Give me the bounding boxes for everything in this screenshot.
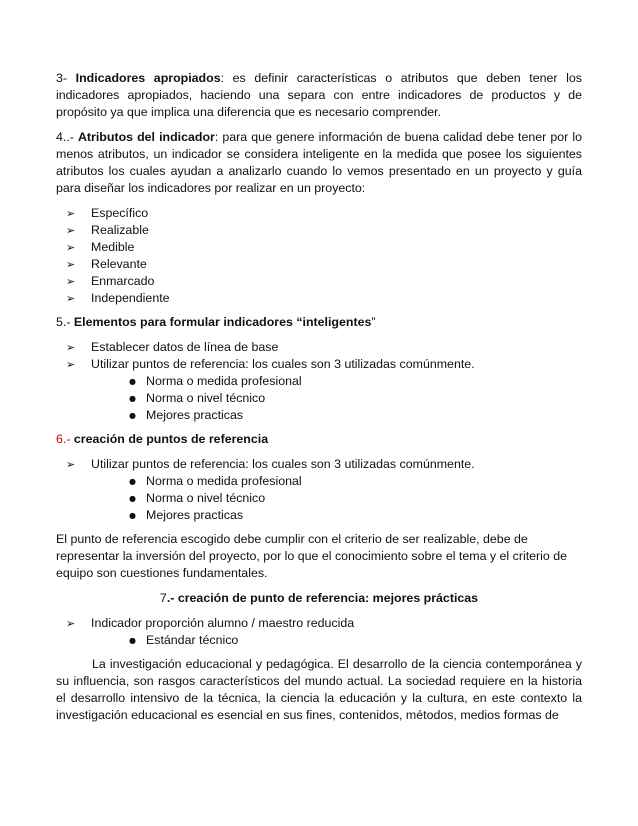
- list-item: ➢ Enmarcado: [66, 273, 582, 290]
- list-item: [66, 456, 582, 524]
- list-item: ➢ Independiente: [66, 290, 582, 307]
- list-item-text: Utilizar puntos de referencia: los cuales son 3 utilizadas comúnmente.: [91, 357, 475, 371]
- section-6-title: [56, 431, 582, 448]
- section-7-number: 7: [159, 591, 167, 605]
- section-5-list: [56, 339, 582, 424]
- section-7-list: [56, 615, 582, 649]
- section-5-number: 5.-: [56, 315, 74, 329]
- section-5-title: [56, 314, 582, 331]
- attributes-list: [56, 205, 582, 307]
- section-5-close-quote: ”: [371, 315, 376, 329]
- section-7-sublist: [91, 632, 582, 649]
- list-item: [66, 615, 582, 649]
- section-6-sublist: [91, 473, 582, 524]
- section-6-heading: creación de puntos de referencia: [73, 432, 269, 446]
- final-paragraph: La investigación educacional y pedagógica. El desarrollo de la ciencia contemporánea y su influencia, son rasgos característicos del mundo actual. La sociedad requiere en la historia el desarrollo intensivo de la técnica, la ciencia la educación y la cultura, en este contexto la investigación educacional es esencial en sus fines, contenidos, métodos, medios formas de: [56, 657, 582, 722]
- section-4-number: 4..-: [56, 130, 78, 144]
- sublist-item: ● Mejores practicas: [129, 407, 582, 424]
- section-3-paragraph: [56, 70, 582, 121]
- section-4-paragraph: [56, 129, 582, 197]
- sublist-item: ● Norma o medida profesional: [129, 473, 582, 490]
- section-4-heading: Atributos del indicador: [77, 130, 215, 144]
- list-item: ➢ Relevante: [66, 256, 582, 273]
- section-7-title: [56, 590, 582, 607]
- list-item: ➢ Establecer datos de línea de base: [66, 339, 582, 356]
- section-4-text: : para que genere información de buena calidad debe tener por lo menos atributos, un indicador se considera inteligente en la medida que posee los siguientes atributos los cuales ayudan a analizarlo cuando lo vemos presentado en un proyecto y guía para diseñar los indicadores por realizar en un proyecto:: [56, 130, 582, 195]
- section-5-heading: Elementos para formular indicadores “inteligentes: [73, 315, 372, 329]
- section-5-sublist: [91, 373, 582, 424]
- list-item: ➢ Medible: [66, 239, 582, 256]
- list-item: ➢ Específico: [66, 205, 582, 222]
- section-3-heading: Indicadores apropiados: [75, 71, 221, 85]
- section-3-text: : es definir características o atributos que deben tener los indicadores apropiados, haciendo una separa con entre indicadores de productos y de propósito ya que implica una diferencia que es necesario comprender.: [56, 71, 582, 119]
- sublist-item: ● Norma o medida profesional: [129, 373, 582, 390]
- list-item-text: Utilizar puntos de referencia: los cuales son 3 utilizadas comúnmente.: [91, 457, 475, 471]
- list-item: [66, 356, 582, 424]
- section-6-paragraph: El punto de referencia escogido debe cumplir con el criterio de ser realizable, debe de representar la inversión del proyecto, por lo que el conocimiento sobre el tema y el criterio de equipo son cuestiones fundamentales.: [56, 532, 568, 580]
- sublist-item: ● Norma o nivel técnico: [129, 490, 582, 507]
- sublist-item: ● Estándar técnico: [129, 632, 582, 649]
- list-item: ➢ Realizable: [66, 222, 582, 239]
- section-7-heading: .- creación de punto de referencia: mejores prácticas: [166, 591, 479, 605]
- section-3-number: 3-: [56, 71, 76, 85]
- list-item-text: Indicador proporción alumno / maestro reducida: [91, 616, 355, 630]
- sublist-item: ● Mejores practicas: [129, 507, 582, 524]
- sublist-item: ● Norma o nivel técnico: [129, 390, 582, 407]
- section-6-list: [56, 456, 582, 524]
- section-6-number: 6.-: [56, 432, 74, 446]
